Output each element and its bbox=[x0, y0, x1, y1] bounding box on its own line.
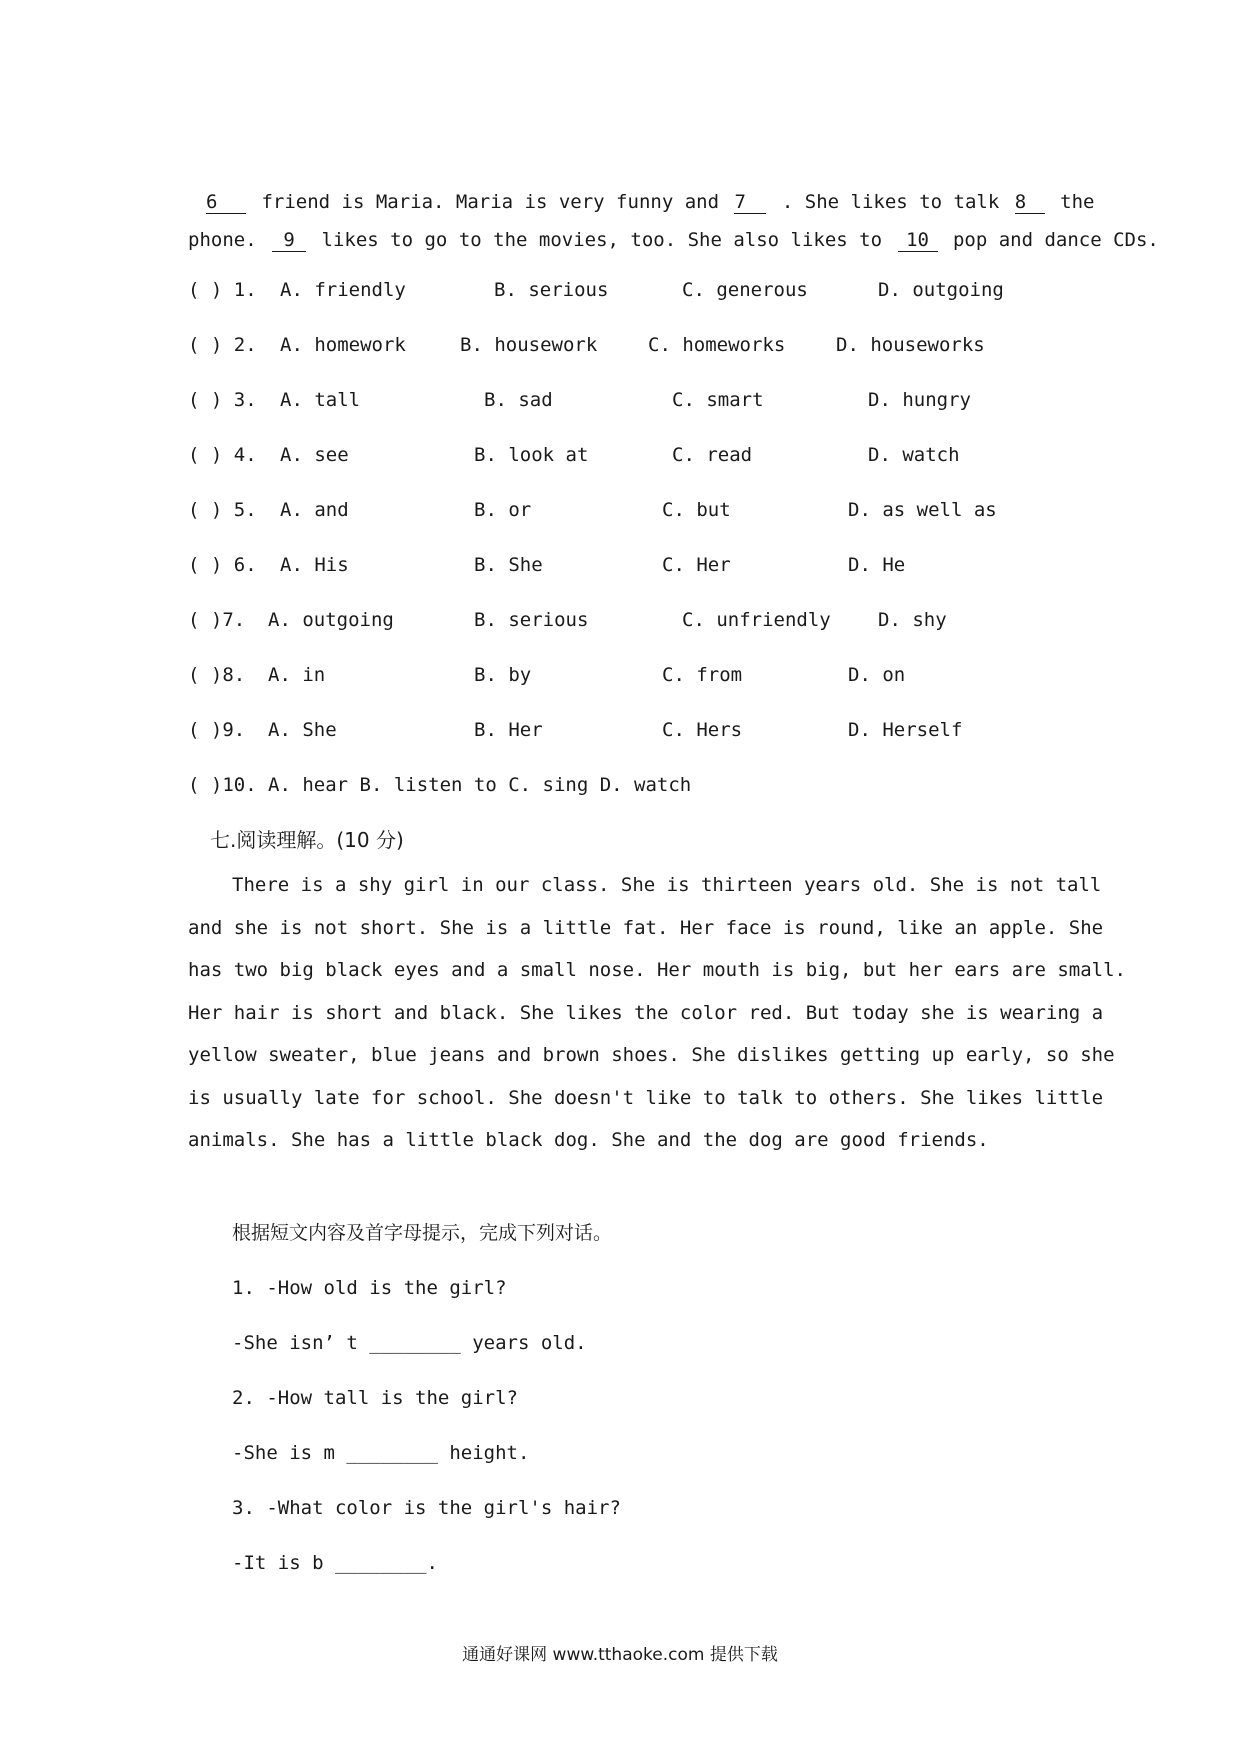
passage-line: is usually late for school. She doesn't like to talk to others. She likes little bbox=[188, 1086, 1104, 1109]
option-b: B. serious bbox=[494, 279, 609, 301]
option-c: C. homeworks bbox=[648, 334, 786, 356]
reading-passage bbox=[188, 864, 1126, 1162]
dialog-answer: -She is m ________ height. bbox=[232, 1442, 530, 1464]
option-d: D. as well as bbox=[848, 499, 997, 521]
cloze-text: . She likes to talk bbox=[781, 191, 1000, 213]
dialog-question: 2. -How tall is the girl? bbox=[232, 1387, 518, 1409]
question-number: ( )10. bbox=[188, 774, 257, 796]
question-number: ( ) 4. bbox=[188, 444, 257, 466]
section-heading: 七.阅读理解。(10 分) bbox=[210, 828, 404, 852]
passage-line: Her hair is short and black. She likes the color red. But today she is wearing a bbox=[188, 1001, 1104, 1024]
option-d: D. shy bbox=[878, 609, 947, 631]
option-b: B. She bbox=[474, 554, 543, 576]
option-b: B. sad bbox=[484, 389, 553, 411]
option-c: C. smart bbox=[672, 389, 764, 411]
question-number: ( )7. bbox=[188, 609, 246, 631]
option-d: D. Herself bbox=[848, 719, 963, 741]
cloze-line-1 bbox=[188, 188, 1095, 216]
option-c: C. unfriendly bbox=[682, 609, 831, 631]
option-c: C. but bbox=[662, 499, 731, 521]
option-d: D. on bbox=[848, 664, 906, 686]
option-a: A. hear B. listen to C. sing D. watch bbox=[268, 774, 692, 796]
option-c: C. read bbox=[672, 444, 753, 466]
option-d: D. He bbox=[848, 554, 906, 576]
cloze-text: phone. bbox=[188, 229, 257, 251]
dialog-answer: -It is b ________. bbox=[232, 1552, 438, 1574]
option-c: C. generous bbox=[682, 279, 808, 301]
cloze-text: the bbox=[1060, 191, 1095, 213]
passage-line: There is a shy girl in our class. She is thirteen years old. She is not tall bbox=[232, 874, 1102, 896]
option-d: D. hungry bbox=[868, 389, 971, 411]
blank-9: 9 bbox=[272, 229, 306, 252]
option-a: A. outgoing bbox=[268, 609, 394, 631]
passage-line: and she is not short. She is a little fat. Her face is round, like an apple. She bbox=[188, 916, 1104, 939]
option-a: A. in bbox=[268, 664, 326, 686]
passage-line: yellow sweater, blue jeans and brown shoes. She dislikes getting up early, so she bbox=[188, 1044, 1115, 1066]
question-number: ( ) 2. bbox=[188, 334, 257, 356]
option-b: B. serious bbox=[474, 609, 589, 631]
cloze-text: likes to go to the movies, too. She also likes to bbox=[321, 229, 883, 251]
blank-8: 8 bbox=[1015, 191, 1045, 214]
option-d: D. outgoing bbox=[878, 279, 1004, 301]
option-a: A. see bbox=[280, 444, 349, 466]
passage-line: animals. She has a little black dog. She and the dog are good friends. bbox=[188, 1129, 989, 1151]
option-a: A. tall bbox=[280, 389, 361, 411]
option-b: B. housework bbox=[460, 334, 598, 356]
option-b: B. Her bbox=[474, 719, 543, 741]
cloze-text: pop and dance CDs. bbox=[952, 229, 1159, 251]
page-footer: 通通好课网 www.tthaoke.com 提供下载 bbox=[462, 1645, 778, 1665]
option-d: D. watch bbox=[868, 444, 960, 466]
option-a: A. homework bbox=[280, 334, 406, 356]
option-c: C. Her bbox=[662, 554, 731, 576]
option-c: C. Hers bbox=[662, 719, 743, 741]
dialog-question: 3. -What color is the girl's hair? bbox=[232, 1497, 621, 1519]
option-b: B. by bbox=[474, 664, 532, 686]
question-number: ( ) 5. bbox=[188, 499, 257, 521]
option-c: C. from bbox=[662, 664, 743, 686]
question-number: ( )9. bbox=[188, 719, 246, 741]
question-number: ( )8. bbox=[188, 664, 246, 686]
cloze-text: friend is Maria. Maria is very funny and bbox=[261, 191, 720, 213]
dialog-answer: -She isn’ t ________ years old. bbox=[232, 1332, 587, 1354]
question-number: ( ) 6. bbox=[188, 554, 257, 576]
option-a: A. She bbox=[268, 719, 337, 741]
option-b: B. or bbox=[474, 499, 532, 521]
instruction-text: 根据短文内容及首字母提示，完成下列对话。 bbox=[232, 1222, 613, 1244]
option-a: A. friendly bbox=[280, 279, 406, 301]
blank-6: 6 bbox=[206, 191, 246, 214]
option-d: D. houseworks bbox=[836, 334, 985, 356]
question-number: ( ) 3. bbox=[188, 389, 257, 411]
question-number: ( ) 1. bbox=[188, 279, 257, 301]
option-a: A. and bbox=[280, 499, 349, 521]
blank-10: 10 bbox=[898, 229, 938, 252]
cloze-line-2 bbox=[188, 226, 1159, 254]
passage-line: has two big black eyes and a small nose. Her mouth is big, but her ears are small. bbox=[188, 959, 1126, 981]
blank-7: 7 bbox=[734, 191, 766, 214]
dialog-question: 1. -How old is the girl? bbox=[232, 1277, 507, 1299]
option-b: B. look at bbox=[474, 444, 589, 466]
option-a: A. His bbox=[280, 554, 349, 576]
